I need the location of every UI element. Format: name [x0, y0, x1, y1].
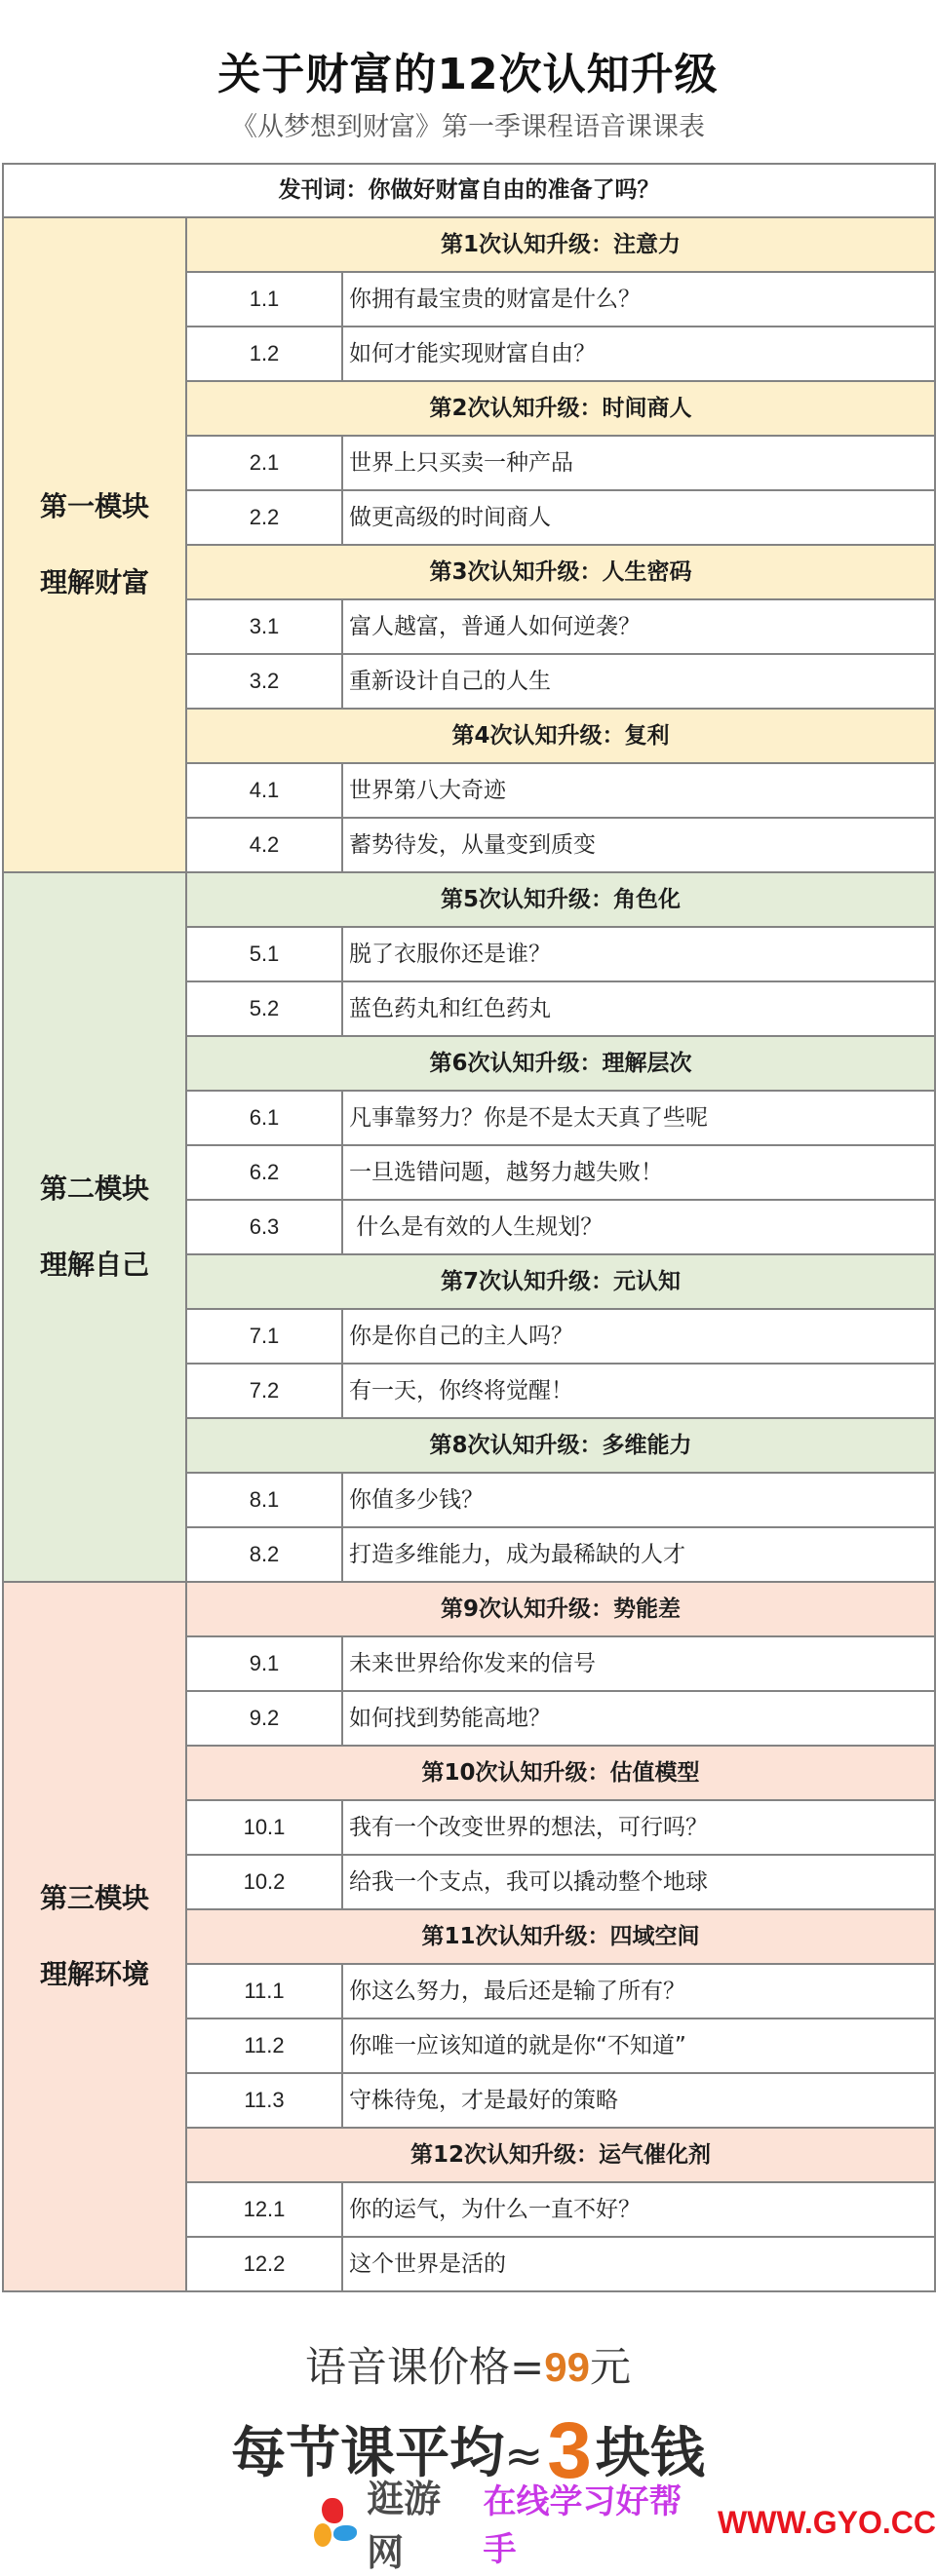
lesson-row: [187, 1092, 934, 1146]
lesson-row: [187, 819, 934, 871]
lesson-number: 12.2: [187, 2238, 343, 2290]
lesson-row: [187, 2019, 934, 2074]
module-body: [187, 873, 934, 1581]
module-theme: 理解自己: [39, 1249, 149, 1281]
lesson-number: 5.2: [187, 982, 343, 1035]
lesson-number: 10.2: [187, 1856, 343, 1908]
upgrade-section-header: 第7次认知升级：元认知: [187, 1255, 934, 1310]
lesson-title: 你是你自己的主人吗？: [349, 1324, 573, 1349]
per-lesson-value: 3: [547, 2406, 592, 2495]
module-label: [4, 1583, 187, 2290]
lesson-row: [187, 437, 934, 491]
lesson-row: [187, 1801, 934, 1856]
module-label: [4, 218, 187, 871]
course-schedule-table: [2, 163, 936, 2292]
lesson-number: 3.1: [187, 600, 343, 653]
approx-symbol: ≈: [504, 2429, 544, 2483]
lesson-title: 做更高级的时间商人: [349, 505, 551, 530]
lesson-number: 5.1: [187, 928, 343, 980]
upgrade-section-header: 第1次认知升级：注意力: [187, 218, 934, 273]
lesson-row: [187, 1310, 934, 1365]
module-theme: 理解环境: [39, 1958, 149, 1990]
lesson-number: 2.1: [187, 437, 343, 489]
price-value: 99: [544, 2344, 590, 2390]
module-body: [187, 218, 934, 871]
lesson-row: [187, 2238, 934, 2290]
module-name: 第一模块: [39, 490, 149, 522]
lesson-number: 11.3: [187, 2074, 343, 2127]
lesson-number: 10.1: [187, 1801, 343, 1854]
upgrade-section-header: 第8次认知升级：多维能力: [187, 1419, 934, 1474]
lesson-number: 1.2: [187, 327, 343, 380]
lesson-title: 如何才能实现财富自由？: [349, 341, 596, 366]
lesson-title: 世界上只买卖一种产品: [349, 450, 573, 476]
lesson-title: 脱了衣服你还是谁？: [349, 942, 551, 967]
lesson-title: 你唯一应该知道的就是你“不知道”: [349, 2033, 686, 2058]
lesson-row: [187, 273, 934, 327]
lesson-title: 富人越富，普通人如何逆袭？: [349, 614, 641, 639]
module-body: [187, 1583, 934, 2290]
module-name: 第二模块: [39, 1173, 149, 1205]
price-line: [0, 2335, 936, 2394]
page-subtitle: 《从梦想到财富》第一季课程语音课课表: [231, 112, 705, 142]
lesson-title: 未来世界给你发来的信号: [349, 1651, 596, 1676]
lesson-number: 11.1: [187, 1965, 343, 2018]
upgrade-section-header: 第10次认知升级：估值模型: [187, 1747, 934, 1801]
watermark-url: WWW.GYO.CC: [718, 2504, 936, 2540]
lesson-row: [187, 1474, 934, 1528]
per-lesson-prefix: 每节课平均: [231, 2422, 505, 2485]
lesson-row: [187, 1528, 934, 1581]
lesson-row: [187, 764, 934, 819]
lesson-number: 8.2: [187, 1528, 343, 1581]
upgrade-section-header: 第9次认知升级：势能差: [187, 1583, 934, 1637]
price-suffix: 元: [589, 2343, 631, 2391]
lesson-row: [187, 1692, 934, 1747]
lesson-title: 你的运气，为什么一直不好？: [349, 2197, 641, 2222]
lesson-title: 你这么努力，最后还是输了所有？: [349, 1979, 685, 2004]
upgrade-section-header: 第11次认知升级：四域空间: [187, 1910, 934, 1965]
lesson-title: 你值多少钱？: [349, 1487, 484, 1513]
upgrade-section-header: 第2次认知升级：时间商人: [187, 382, 934, 437]
lesson-number: 4.1: [187, 764, 343, 817]
module-block: [4, 1583, 934, 2290]
lesson-row: [187, 2183, 934, 2238]
lesson-number: 9.2: [187, 1692, 343, 1745]
lesson-title: 守株待兔，才是最好的策略: [349, 2088, 618, 2113]
lesson-number: 2.2: [187, 491, 343, 544]
upgrade-section-header: 第5次认知升级：角色化: [187, 873, 934, 928]
lesson-row: [187, 982, 934, 1037]
module-name: 第三模块: [39, 1882, 149, 1914]
lesson-title: 世界第八大奇迹: [349, 778, 506, 803]
lesson-title: 你拥有最宝贵的财富是什么？: [349, 287, 641, 312]
lesson-number: 11.2: [187, 2019, 343, 2072]
lesson-row: [187, 2074, 934, 2129]
lesson-row: [187, 1365, 934, 1419]
lesson-number: 6.1: [187, 1092, 343, 1144]
watermark-slogan: 在线学习好帮手: [483, 2482, 682, 2569]
lesson-number: 6.2: [187, 1146, 343, 1199]
lesson-row: [187, 600, 934, 655]
lesson-number: 3.2: [187, 655, 343, 708]
lesson-number: 1.1: [187, 273, 343, 326]
module-block: [4, 873, 934, 1583]
lesson-row: [187, 1146, 934, 1201]
lesson-number: 7.1: [187, 1310, 343, 1363]
upgrade-section-header: 第4次认知升级：复利: [187, 710, 934, 764]
lesson-title: 打造多维能力，成为最稀缺的人才: [349, 1542, 685, 1567]
lesson-title: 蓄势待发，从量变到质变: [349, 832, 596, 858]
lesson-number: 12.1: [187, 2183, 343, 2236]
lesson-row: [187, 928, 934, 982]
lesson-title: 有一天，你终将觉醒！: [349, 1378, 573, 1403]
lesson-title: 我有一个改变世界的想法，可行吗？: [349, 1815, 708, 1840]
page-title: 关于财富的12次认知升级: [217, 50, 719, 99]
module-theme: 理解财富: [39, 566, 149, 598]
lesson-title: 蓝色药丸和红色药丸: [349, 996, 551, 1021]
modules-container: [4, 218, 934, 2290]
lesson-number: 7.2: [187, 1365, 343, 1417]
per-lesson-suffix: 块钱: [595, 2422, 705, 2485]
watermark-site-name: 逛游网: [367, 2477, 442, 2574]
lesson-title: 什么是有效的人生规划？: [349, 1214, 604, 1240]
lesson-row: [187, 1637, 934, 1692]
preface-row: 发刊词：你做好财富自由的准备了吗？: [4, 165, 934, 218]
price-prefix: 语音课价格=: [305, 2343, 545, 2391]
lesson-number: 8.1: [187, 1474, 343, 1526]
lesson-number: 6.3: [187, 1201, 343, 1253]
lesson-row: [187, 655, 934, 710]
watermark: [314, 2477, 936, 2574]
lesson-row: [187, 1965, 934, 2019]
lesson-row: [187, 1201, 934, 1255]
lesson-row: [187, 327, 934, 382]
lesson-title: 如何找到势能高地？: [349, 1706, 551, 1731]
upgrade-section-header: 第6次认知升级：理解层次: [187, 1037, 934, 1092]
lesson-title: 凡事靠努力？你是不是太天真了些呢: [349, 1105, 708, 1131]
module-block: [4, 218, 934, 873]
lesson-title: 给我一个支点，我可以撬动整个地球: [349, 1869, 708, 1895]
upgrade-section-header: 第12次认知升级：运气催化剂: [187, 2129, 934, 2183]
lesson-title: 这个世界是活的: [349, 2251, 506, 2277]
lesson-row: [187, 1856, 934, 1910]
lesson-number: 9.1: [187, 1637, 343, 1690]
fish-logo-icon: [314, 2498, 359, 2547]
lesson-title: 一旦选错问题，越努力越失败！: [349, 1160, 663, 1185]
lesson-number: 4.2: [187, 819, 343, 871]
module-label: [4, 873, 187, 1581]
upgrade-section-header: 第3次认知升级：人生密码: [187, 546, 934, 600]
lesson-row: [187, 491, 934, 546]
lesson-title: 重新设计自己的人生: [349, 669, 551, 694]
